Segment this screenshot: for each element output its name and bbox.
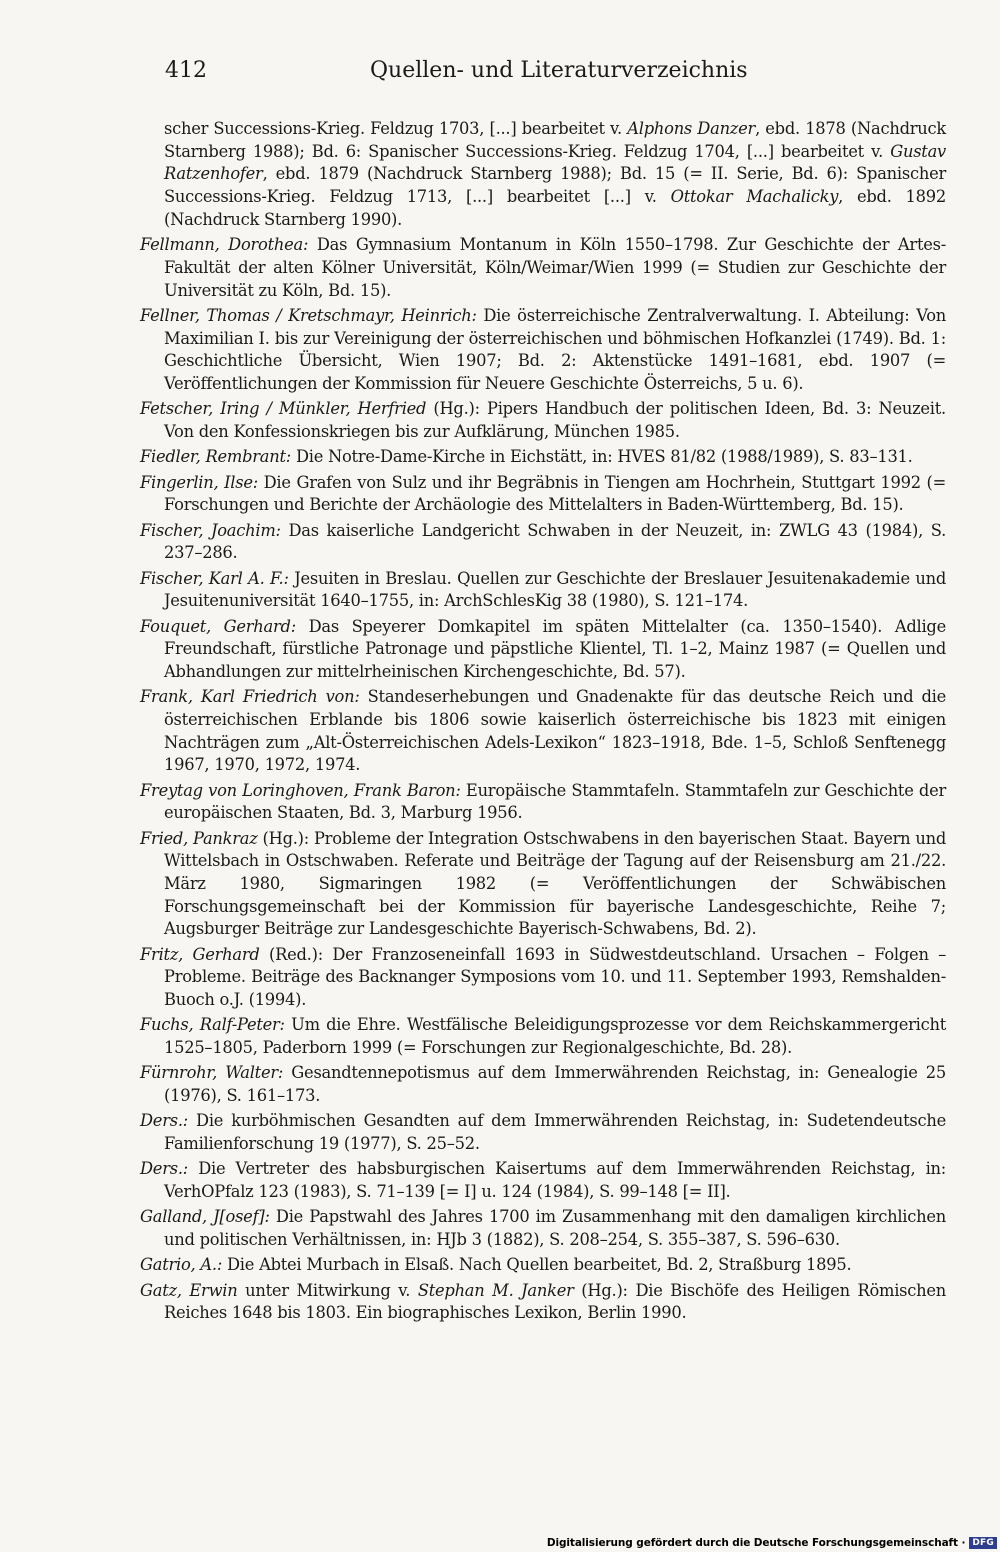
entry-italic-name: Alphons Danzer	[627, 119, 756, 138]
bibliography-entry	[140, 1280, 946, 1325]
entry-text: Die Notre-Dame-Kirche in Eichstätt, in: HVES 81/82 (1988/1989), S. 83–131.	[291, 447, 913, 467]
entry-author: Fuchs, Ralf-Peter:	[140, 1015, 285, 1035]
bibliography-list	[140, 118, 946, 1328]
entry-text: Standeserhebungen und Gnadenakte für das deutsche Reich und die österreichischen Erblande bis 1806 sowie kaiserlich österreichische bis 1823 mit einigen Nachträgen zum „Alt-Österreichischen Adels-Lexikon“ 1823–1918, Bde. 1–5, Schloß Senftenegg 1967, 1970, 1972, 1974.	[164, 687, 946, 775]
entry-text: Die Abtei Murbach in Elsaß. Nach Quellen bearbeitet, Bd. 2, Straßburg 1895.	[222, 1255, 852, 1275]
entry-italic-name: Gustav Ratzenhofer	[164, 141, 946, 184]
bibliography-entry	[140, 1014, 946, 1059]
entry-text: , ebd. 1879 (Nachdruck Starnberg 1988); Bd. 15 (= II. Serie, Bd. 6): Spanischer Successions-Krieg. Feldzug 1713, [...] bearbeitet [...] v.	[164, 164, 946, 207]
entry-text: (Hg.): Probleme der Integration Ostschwabens in den bayerischen Staat. Bayern und Wittelsbach in Ostschwaben. Referate und Beiträge der Tagung auf der Reisensburg am 21./22. März 1980, Sigmaringen 1982 (= Veröffentlichungen der Schwäbischen Forschungsgemeinschaft bei der Kommission für bayerische Landesgeschichte, Reihe 7; Augsburger Beiträge zur Landesgeschichte Bayerisch-Schwabens, Bd. 2).	[164, 828, 947, 939]
entry-author: Gatrio, A.:	[140, 1255, 223, 1275]
page-number: 412	[165, 58, 207, 83]
bibliography-entry	[140, 520, 946, 565]
bibliography-entry	[140, 828, 946, 942]
entry-text: Jesuiten in Breslau. Quellen zur Geschichte der Breslauer Jesuitenakademie und Jesuitenuniversität 1640–1755, in: ArchSchlesKig 38 (1980), S. 121–174.	[164, 568, 946, 611]
digitization-footer	[546, 1533, 1000, 1552]
bibliography-entry	[140, 1110, 946, 1155]
entry-text: unter Mitwirkung v.	[237, 1280, 418, 1300]
entry-author: Fouquet, Gerhard:	[140, 616, 296, 636]
bibliography-entry	[140, 1206, 946, 1251]
entry-author: Fiedler, Rembrant:	[140, 447, 292, 467]
bibliography-entry	[140, 568, 946, 613]
entry-text: Die österreichische Zentralverwaltung. I. Abteilung: Von Maximilian I. bis zur Vereinigung der österreichischen und böhmischen Hofkanzlei (1749). Bd. 1: Geschichtliche Übersicht, Wien 1907; Bd. 2: Aktenstücke 1491–1681, ebd. 1907 (= Veröffentlichungen der Kommission für Neuere Geschichte Österreichs, 5 u. 6).	[164, 305, 946, 393]
entry-text: Das kaiserliche Landgericht Schwaben in der Neuzeit, in: ZWLG 43 (1984), S. 237–286.	[164, 520, 946, 563]
entry-text: Um die Ehre. Westfälische Beleidigungsprozesse vor dem Reichskammergericht 1525–1805, Paderborn 1999 (= Forschungen zur Regionalgeschichte, Bd. 28).	[164, 1015, 947, 1058]
entry-author: Fischer, Karl A. F.:	[140, 568, 289, 588]
entry-author: Frank, Karl Friedrich von:	[140, 687, 360, 707]
entry-author: Fellner, Thomas / Kretschmayr, Heinrich:	[140, 305, 477, 325]
running-head: Quellen- und Literaturverzeichnis	[370, 58, 748, 83]
entry-author: Fetscher, Iring / Münkler, Herfried	[140, 399, 427, 419]
entry-author: Ders.:	[140, 1159, 188, 1179]
entry-author: Fried, Pankraz	[140, 828, 258, 848]
entry-author: Galland, J[osef]:	[140, 1207, 270, 1227]
bibliography-entry	[140, 944, 946, 1012]
entry-text: Die Grafen von Sulz und ihr Begräbnis in Tiengen am Hochrhein, Stuttgart 1992 (= Forschungen und Berichte der Archäologie des Mittelalters in Baden-Württemberg, Bd. 15).	[164, 472, 946, 515]
bibliography-entry	[140, 472, 946, 517]
entry-author: Fingerlin, Ilse:	[140, 472, 258, 492]
entry-text: , ebd. 1892 (Nachdruck Starnberg 1990).	[164, 187, 946, 229]
entry-text: Die Papstwahl des Jahres 1700 im Zusammenhang mit den damaligen kirchlichen und politischen Verhältnissen, in: HJb 3 (1882), S. 208–254, S. 355–387, S. 596–630.	[164, 1207, 946, 1250]
bibliography-entry	[140, 780, 946, 825]
bibliography-entry	[140, 1254, 946, 1277]
entry-author: Fischer, Joachim:	[140, 520, 281, 540]
bibliography-entry	[140, 305, 946, 396]
entry-text: (Red.): Der Franzoseneinfall 1693 in Südwestdeutschland. Ursachen – Folgen – Probleme. Beiträge des Backnanger Symposions vom 10. und 11. September 1993, Remshalden-Buoch o.J. (1994).	[164, 944, 946, 1010]
dfg-logo: DFG	[969, 1537, 997, 1549]
entry-text: Gesandtennepotismus auf dem Immerwährenden Reichstag, in: Genealogie 25 (1976), S. 161–173.	[164, 1063, 946, 1106]
bibliography-entry	[140, 446, 946, 469]
entry-author: Fritz, Gerhard	[140, 944, 260, 964]
entry-text: scher Successions-Krieg. Feldzug 1703, [...] bearbeitet v.	[164, 119, 628, 138]
entry-text: (Hg.): Die Bischöfe des Heiligen Römischen Reiches 1648 bis 1803. Ein biographisches Lexikon, Berlin 1990.	[164, 1280, 946, 1323]
entry-text: Europäische Stammtafeln. Stammtafeln zur Geschichte der europäischen Staaten, Bd. 3, Marburg 1956.	[164, 780, 946, 823]
bibliography-entry	[140, 1158, 946, 1203]
bibliography-entry	[140, 686, 946, 777]
entry-italic-name: Stephan M. Janker	[417, 1280, 574, 1300]
entry-author: Fürnrohr, Walter:	[140, 1063, 284, 1083]
entry-text: (Hg.): Pipers Handbuch der politischen Ideen, Bd. 3: Neuzeit. Von den Konfessionskriegen bis zur Aufklärung, München 1985.	[164, 399, 946, 441]
bibliography-entry	[140, 1062, 946, 1107]
bibliography-entry-continued	[140, 118, 946, 232]
entry-text: Das Speyerer Domkapitel im späten Mittelalter (ca. 1350–1540). Adlige Freundschaft, fürstliche Patronage und päpstliche Klientel, Tl. 1–2, Mainz 1987 (= Quellen und Abhandlungen zur mittelrheinischen Kirchengeschichte, Bd. 57).	[164, 616, 946, 681]
footer-credit: Digitalisierung gefördert durch die Deutsche Forschungsgemeinschaft ·	[546, 1536, 966, 1549]
bibliography-entry	[140, 616, 946, 684]
entry-text: Die Vertreter des habsburgischen Kaisertums auf dem Immerwährenden Reichstag, in: VerhOPfalz 123 (1983), S. 71–139 [= I] u. 124 (1984), S. 99–148 [= II].	[164, 1159, 946, 1202]
entry-author: Ders.:	[140, 1111, 188, 1131]
entry-italic-name: Ottokar Machalicky	[670, 187, 839, 207]
bibliography-entry	[140, 234, 946, 302]
page-header	[165, 58, 945, 92]
entry-text: Die kurböhmischen Gesandten auf dem Immerwährenden Reichstag, in: Sudetendeutsche Familienforschung 19 (1977), S. 25–52.	[164, 1111, 946, 1154]
entry-author: Fellmann, Dorothea:	[140, 235, 309, 255]
entry-author: Gatz, Erwin	[140, 1280, 238, 1300]
bibliography-entry	[140, 398, 946, 443]
entry-text: Das Gymnasium Montanum in Köln 1550–1798. Zur Geschichte der Artes-Fakultät der alten Kölner Universität, Köln/Weimar/Wien 1999 (= Studien zur Geschichte der Universität zu Köln, Bd. 15).	[164, 235, 946, 300]
entry-author: Freytag von Loringhoven, Frank Baron:	[140, 780, 461, 800]
entry-text: , ebd. 1878 (Nachdruck Starnberg 1988); Bd. 6: Spanischer Successions-Krieg. Feldzug 1704, [...] bearbeitet v.	[164, 119, 946, 161]
